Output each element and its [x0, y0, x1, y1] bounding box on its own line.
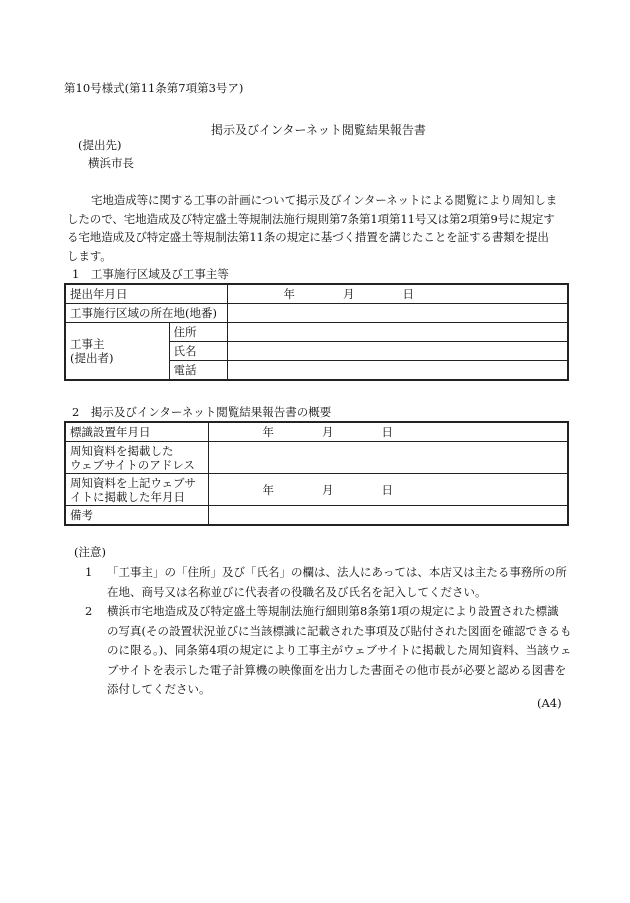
sign-date-field[interactable]	[208, 422, 568, 442]
submit-to-label: (提出先)	[78, 138, 122, 152]
posted-date-label-line: 周知資料を上記ウェブサ	[70, 475, 197, 490]
phone-label: 電話	[169, 361, 227, 381]
paper-size-label: (A4)	[537, 696, 562, 710]
table-row	[65, 304, 568, 323]
section2-heading: 2 掲示及びインターネット閲覧結果報告書の概要	[72, 405, 332, 419]
phone-field[interactable]	[227, 361, 568, 381]
page-title: 掲示及びインターネット閲覧結果報告書	[211, 123, 426, 137]
table-row	[65, 506, 568, 526]
submit-date-field[interactable]	[227, 284, 568, 304]
note-number: 1	[85, 565, 93, 579]
month-label: 月	[322, 482, 334, 497]
note-line: 横浜市宅地造成及び特定盛土等規制法施行細則第8条第1項の規定により設置された標識	[107, 604, 559, 618]
submit-date-label: 提出年月日	[65, 284, 227, 304]
note-item	[85, 563, 570, 602]
owner-label-line: 工事主	[70, 337, 105, 351]
day-label: 日	[402, 287, 414, 301]
address-label: 住所	[169, 323, 227, 342]
remarks-label: 備考	[65, 506, 208, 526]
table-row	[65, 323, 568, 342]
table-row	[65, 442, 568, 474]
note-number: 2	[85, 604, 93, 618]
intro-line: る宅地造成及び特定盛土等規制法第11条の規定に基づく措置を講じたことを証する書類を提出	[67, 230, 549, 245]
note-line: 「工事主」の「住所」及び「氏名」の欄は、法人にあっては、本店又は主たる事務所の所	[107, 565, 567, 579]
website-label-line: 周知資料を掲載した	[70, 443, 174, 458]
form-number-label: 第10号様式(第11条第7項第3号ア)	[64, 81, 244, 95]
note-line: ブサイトを表示した電子計算機の映像面を出力した書面その他市長が必要と認める図書を	[107, 662, 567, 677]
website-label	[65, 442, 208, 474]
posted-date-label-line: イトに掲載した年月日	[70, 489, 185, 504]
address-field[interactable]	[227, 323, 568, 342]
owner-label-line: (提出者)	[70, 351, 114, 365]
note-item	[85, 602, 570, 700]
note-line: のに限る。)、同条第4項の規定により工事主がウェブサイトに掲載した周知資料、当該ウェ	[107, 643, 572, 657]
table-row	[65, 422, 568, 442]
year-label: 年	[262, 482, 274, 497]
note-line: 添付してください。	[107, 682, 211, 696]
notes-list	[85, 563, 570, 700]
section1-heading: 1 工事施行区域及び工事主等	[72, 267, 229, 281]
month-label: 月	[322, 425, 334, 439]
notes-heading: (注意)	[74, 545, 106, 559]
month-label: 月	[343, 287, 355, 301]
table-row	[65, 474, 568, 506]
recipient: 横浜市長	[88, 156, 134, 170]
owner-label	[65, 323, 169, 381]
remarks-field[interactable]	[208, 506, 568, 526]
table-row	[65, 284, 568, 304]
note-line: の写真(その設置状況並びに当該標識に記載された事項及び貼付された図面を確認できるも	[107, 623, 572, 638]
posted-date-field[interactable]	[208, 474, 568, 506]
site-location-label: 工事施行区域の所在地(地番)	[65, 304, 227, 323]
section2-table	[64, 421, 569, 526]
intro-line: します。	[67, 248, 112, 263]
day-label: 日	[381, 482, 393, 497]
site-location-field[interactable]	[227, 304, 568, 323]
sign-date-label: 標識設置年月日	[65, 422, 208, 442]
intro-line: 宅地造成等に関する工事の計画について掲示及びインターネットによる閲覧により周知しま	[91, 193, 558, 207]
year-label: 年	[262, 425, 274, 439]
website-field[interactable]	[208, 442, 568, 474]
name-field[interactable]	[227, 342, 568, 361]
note-line: 在地、商号又は名称並びに代表者の役職名及び氏名を記入してください。	[107, 584, 487, 599]
day-label: 日	[381, 425, 393, 439]
intro-line: したので、宅地造成及び特定盛土等規制法施行規則第7条第1項第11号又は第2項第9号に規定す	[67, 211, 555, 226]
year-label: 年	[283, 287, 295, 301]
intro-paragraph	[67, 191, 567, 265]
name-label: 氏名	[169, 342, 227, 361]
website-label-line: ウェブサイトのアドレス	[70, 457, 195, 472]
section1-table	[64, 283, 569, 381]
posted-date-label	[65, 474, 208, 506]
